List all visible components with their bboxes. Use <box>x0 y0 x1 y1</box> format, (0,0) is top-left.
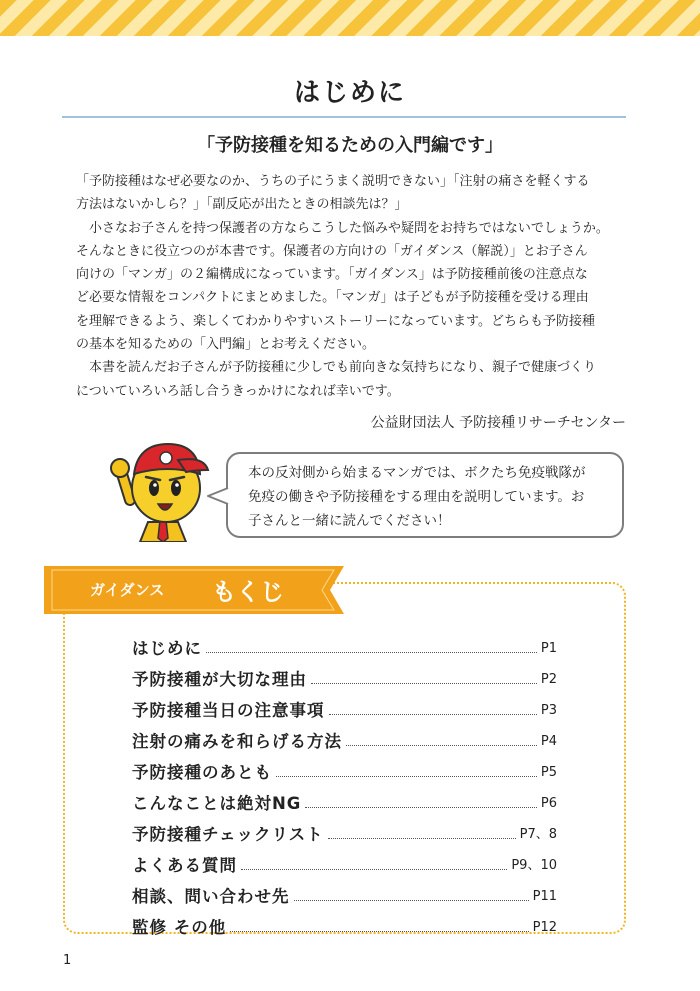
toc-item-page: P6 <box>540 796 557 811</box>
toc-item[interactable] <box>132 721 557 752</box>
toc-item[interactable] <box>132 783 557 814</box>
intro-line: そんなときに役立つのが本書です。保護者の方向けの「ガイダンス（解説）」とお子さん <box>76 243 588 259</box>
intro-line: ど必要な情報をコンパクトにまとめました。「マンガ」は子どもが予防接種を受ける理由 <box>76 290 589 306</box>
toc-leader-dots <box>241 869 507 870</box>
toc-leader-dots <box>230 931 528 932</box>
toc-item-page: P7、8 <box>519 827 557 842</box>
toc-leader-dots <box>276 776 537 777</box>
toc-item[interactable] <box>132 814 557 845</box>
intro-line: の基本を知るための「入門編」とお考えください。 <box>76 337 376 353</box>
toc-item[interactable] <box>132 659 557 690</box>
toc-item-title: よくある質問 <box>132 856 237 875</box>
toc-item-title: 注射の痛みを和らげる方法 <box>132 732 342 751</box>
banner-ribbon-shape <box>44 566 344 614</box>
toc-leader-dots <box>206 652 537 653</box>
intro-line: 方法はないかしら？」「副反応が出たときの相談先は？」 <box>76 197 408 213</box>
intro-line: 向けの「マンガ」の２編構成になっています。「ガイダンス」は予防接種前後の注意点な <box>76 267 588 283</box>
toc-leader-dots <box>294 900 529 901</box>
toc-item[interactable] <box>132 628 557 659</box>
toc-item[interactable] <box>132 845 557 876</box>
intro-line: についていろいろ話し合うきっかけになれば幸いです。 <box>76 383 400 399</box>
toc-item-page: P3 <box>540 703 557 718</box>
speech-bubble-tail <box>207 486 229 506</box>
toc-item-title: 予防接種当日の注意事項 <box>132 701 325 720</box>
toc-leader-dots <box>346 745 537 746</box>
toc-item-title: 監修 その他 <box>132 918 227 937</box>
toc-banner <box>44 566 344 614</box>
publisher-signature: 公益財団法人 予防接種リサーチセンター <box>370 415 626 431</box>
toc-leader-dots <box>328 838 516 839</box>
toc-item[interactable] <box>132 690 557 721</box>
toc-item-page: P12 <box>532 920 557 935</box>
toc-item-page: P5 <box>540 765 557 780</box>
bubble-line: 免疫の働きや予防接種をする理由を説明しています。お <box>248 489 585 505</box>
intro-line: 「予防接種はなぜ必要なのか、うちの子にうまく説明できない」「注射の痛さを軽くする <box>76 174 590 189</box>
toc-item-title: 予防接種のあとも <box>132 763 272 782</box>
toc-item-title: 相談、問い合わせ先 <box>132 887 290 906</box>
toc-leader-dots <box>305 807 537 808</box>
toc-item-page: P2 <box>540 672 557 687</box>
toc-item-page: P9、10 <box>511 858 557 873</box>
page-title: はじめに <box>293 78 406 108</box>
mascot-character-icon <box>108 430 218 542</box>
intro-line: を理解できるよう、楽しくてわかりやすいストーリーになっています。どちらも予防接種 <box>76 313 595 329</box>
toc-item[interactable] <box>132 876 557 907</box>
page-number: 1 <box>63 953 72 968</box>
bubble-line: 子さんと一緒に読んでください！ <box>248 513 451 529</box>
intro-paragraph <box>76 170 634 403</box>
speech-bubble-text <box>248 461 618 533</box>
toc-item-title: こんなことは絶対NG <box>132 794 302 813</box>
toc-leader-dots <box>311 683 537 684</box>
toc-banner-label: ガイダンス <box>90 581 165 599</box>
intro-line: 小さなお子さんを持つ保護者の方ならこうした悩みや疑問をお持ちではないでしょうか。 <box>76 220 609 236</box>
toc-leader-dots <box>329 714 537 715</box>
bubble-line: 本の反対側から始まるマンガでは、ボクたち免疫戦隊が <box>248 465 586 481</box>
page-subtitle: 「予防接種を知るための入門編です」 <box>197 135 503 156</box>
toc-item-page: P11 <box>532 889 557 904</box>
toc-banner-title: もくじ <box>212 578 284 606</box>
toc-item-title: 予防接種チェックリスト <box>132 825 324 844</box>
toc-item[interactable] <box>132 752 557 783</box>
intro-line: 本書を読んだお子さんが予防接種に少しでも前向きな気持ちになり、親子で健康づくり <box>76 360 597 376</box>
top-stripe-decoration <box>0 0 700 36</box>
toc-item-page: P1 <box>540 641 557 656</box>
title-divider <box>62 116 626 118</box>
toc-item-page: P4 <box>540 734 557 749</box>
toc-item-title: 予防接種が大切な理由 <box>132 670 307 689</box>
toc-item-title: はじめに <box>132 639 202 658</box>
toc-item[interactable] <box>132 907 557 938</box>
toc-list <box>132 628 557 938</box>
